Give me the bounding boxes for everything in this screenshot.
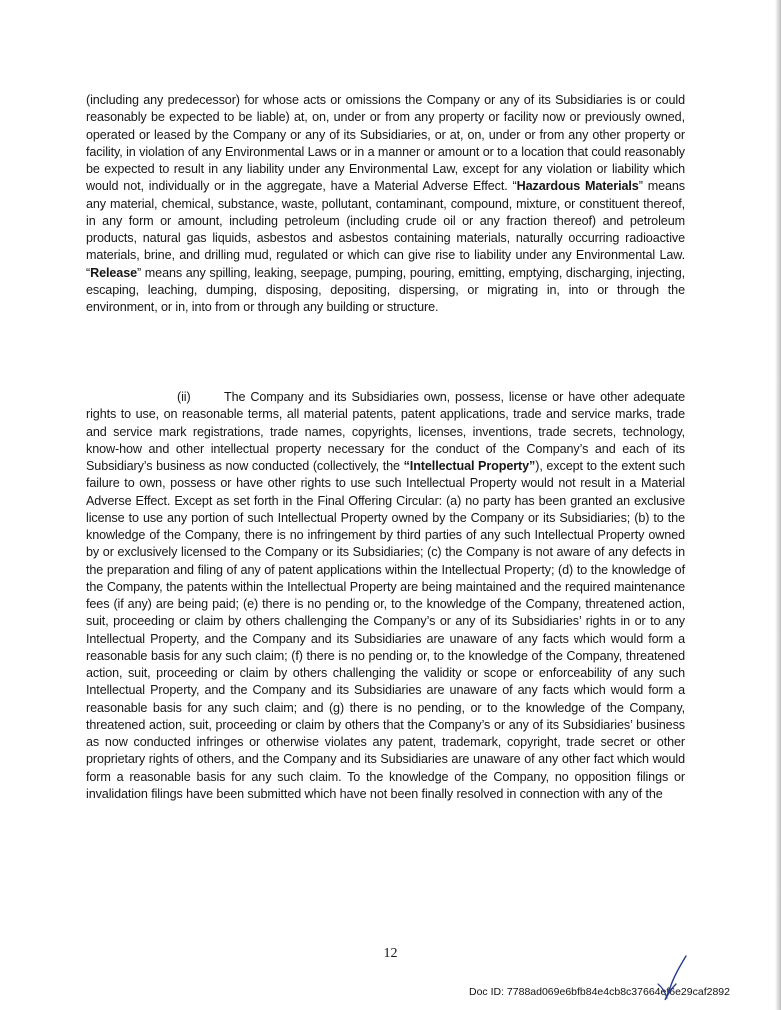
para1-text-1: (including any predecessor) for whose acts or omissions the Company or any of its Subsidiaries is or could reasonably be expected to be liable) at, on, under or from any property or facility now or previously owned, operated or leased by the Company or any of its Subsidiaries, or at, on, under or from any other property or facility, in violation of any Environmental Laws or in a manner or amount or to a location that could reasonably be expected to result in any liability under any Environmental Law, except for any violation or liability which would not, individually or in the aggregate, have a Material Adverse Effect. “ xyxy=(86,93,685,194)
page-number: 12 xyxy=(383,946,398,961)
para1-text-3: ” means any spilling, leaking, seepage, pumping, pouring, emitting, emptying, discharging, injecting, escaping, leaching, dumping, disposing, depositing, dispersing, or migrating in, into or through the environment, or in, into from or through any building or structure. xyxy=(86,265,685,314)
term-intellectual-property: “Intellectual Property” xyxy=(403,459,536,473)
paragraph-intellectual-property xyxy=(86,389,685,803)
para2-text-2: ), except to the extent such failure to own, possess or have other rights to use such Intellectual Property would not result in a Material Adverse Effect. Except as set forth in the Final Offering Circular: (a) no party has been granted an exclusive license to use any portion of such Intellectual Property owned by the Company or its Subsidiaries; (b) to the knowledge of the Company, there is no infringement by third parties of any such Intellectual Property owned by or exclusively licensed to the Company or its Subsidiaries; (c) the Company is not aware of any defects in the preparation and filing of any of patent applications within the Intellectual Property; (d) to the knowledge of the Company, the patents within the Intellectual Property are being maintained and the required maintenance fees (if any) are being paid; (e) there is no pending or, to the knowledge of the Company, threatened action, suit, proceeding or claim by others challenging the Company’s or any of its Subsidiaries’ rights in or to any Intellectual Property, and the Company and its Subsidiaries are unaware of any facts which would form a reasonable basis for any such claim; (f) there is no pending or, to the knowledge of the Company, threatened action, suit, proceeding or claim by others challenging the validity or scope or enforceability of any such Intellectual Property, and the Company and its Subsidiaries are unaware of any facts which would form a reasonable basis for any such claim; and (g) there is no pending, or to the knowledge of the Company, threatened action, suit, proceeding or claim by others that the Company’s or any of its Subsidiaries’ business as now conducted infringes or otherwise violates any patent, trademark, copyright, trade secret or other proprietary rights of others, and the Company and its Subsidiaries are unaware of any other fact which would form a reasonable basis for any such claim. To the knowledge of the Company, no opposition filings or invalidation filings have been submitted which have not been finally resolved in connection with any of the xyxy=(86,459,685,801)
document-id: Doc ID: 7788ad069e6bfb84e4cb8c37664ef6e29caf2892 xyxy=(469,986,730,998)
para2-text-1: The Company and its Subsidiaries own, possess, license or have other adequate rights to use, on reasonable terms, all material patents, patent applications, trade and service marks, trade and service mark registrations, trade names, copyrights, licenses, inventions, trade secrets, technology, know-how and other intellectual property necessary for the conduct of the Company’s and each of its Subsidiary’s business as now conducted (collectively, the xyxy=(86,390,685,473)
scan-edge-shadow xyxy=(775,0,781,1010)
para1-text-2: ” means any material, chemical, substance, waste, pollutant, contaminant, compound, mixture, or constituent thereof, in any form or amount, including petroleum (including crude oil or any fraction thereof) and petroleum products, natural gas liquids, asbestos and asbestos containing materials, naturally occurring radioactive materials, brine, and drilling mud, regulated or which can give rise to liability under any Environmental Law. “ xyxy=(86,179,685,280)
term-release: Release xyxy=(90,265,138,280)
paragraph-environmental-definitions xyxy=(86,92,685,316)
clause-number: (ii) xyxy=(177,390,191,404)
term-hazardous-materials: Hazardous Materials xyxy=(516,179,639,194)
signature-mark xyxy=(646,954,696,1002)
